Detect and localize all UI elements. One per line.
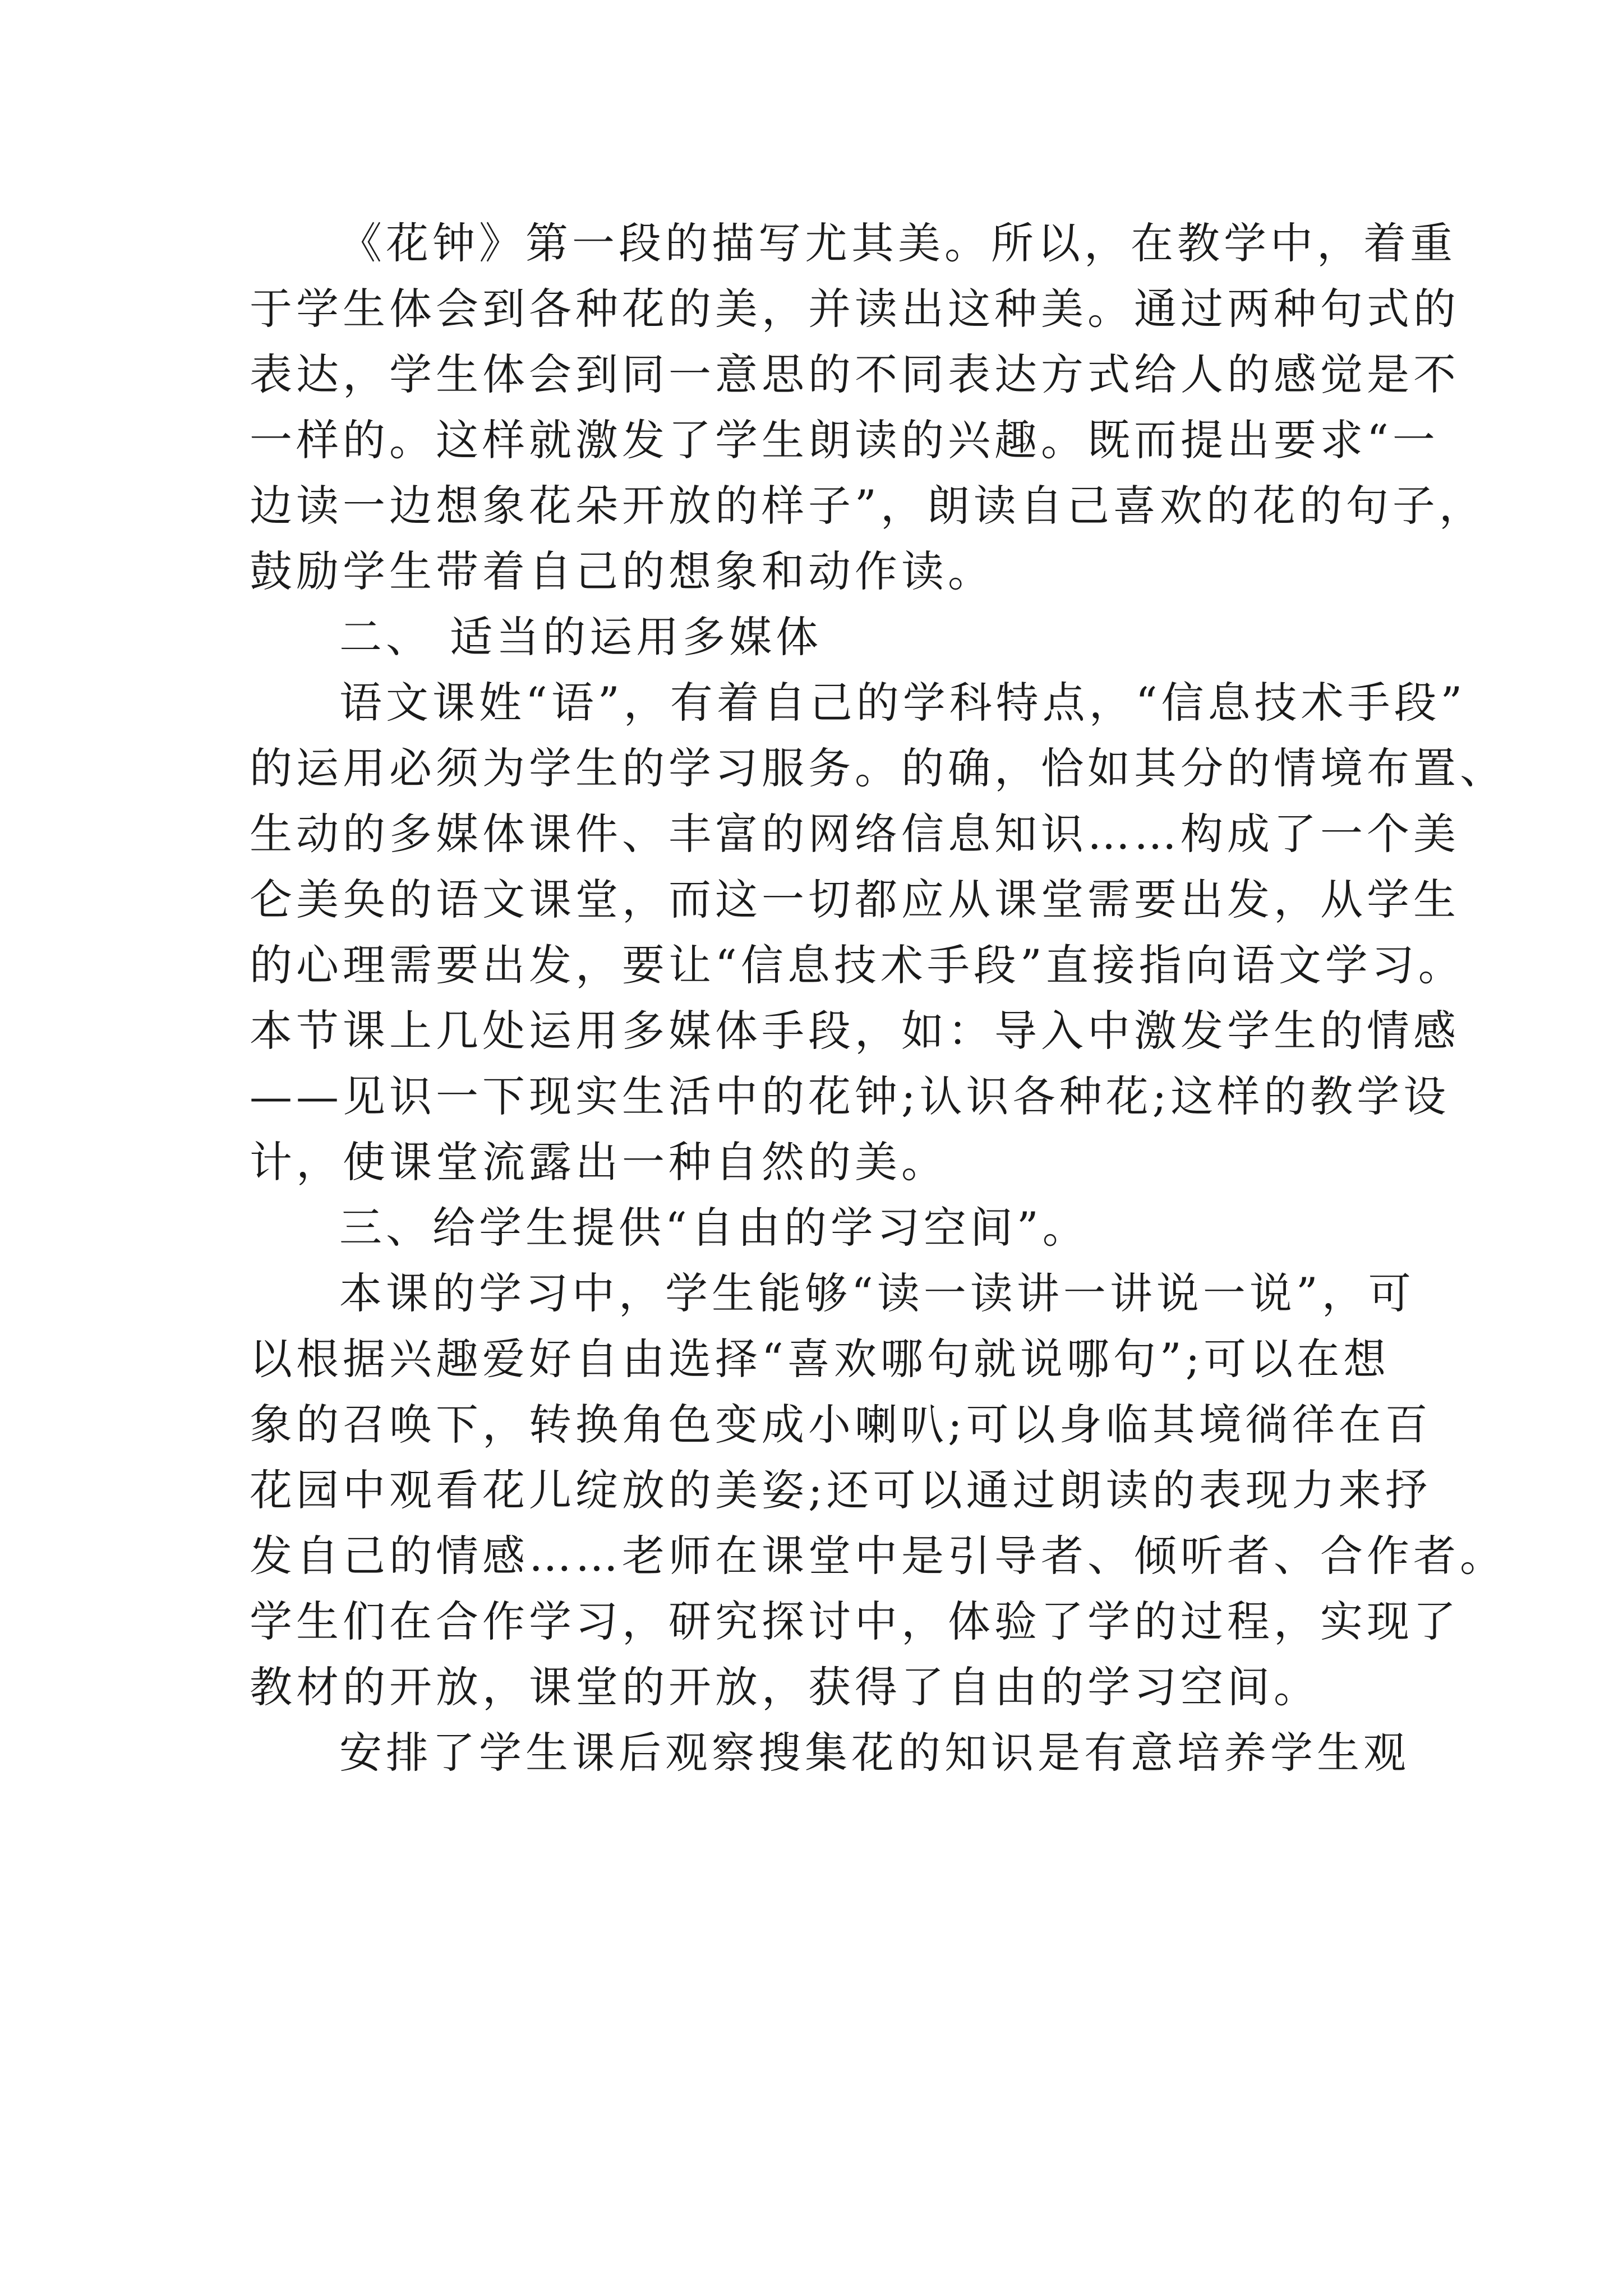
text-line: 鼓励学生带着自己的想象和动作读。: [250, 546, 994, 596]
text-line: 象的召唤下，转换角色变成小喇叭;可以身临其境徜徉在百: [250, 1400, 1432, 1450]
text-line: 仑美奂的语文课堂，而这一切都应从课堂需要出发，从学生: [250, 875, 1460, 924]
text-line: 学生们在合作学习，研究探讨中，体验了学的过程，实现了: [250, 1596, 1460, 1646]
document-body: [250, 210, 1506, 1786]
text-line: 花园中观看花儿绽放的美姿;还可以通过朗读的表现力来抒: [250, 1465, 1432, 1515]
text-line: 一样的。这样就激发了学生朗读的兴趣。既而提出要求“一: [250, 415, 1439, 465]
section-heading: 二、 适当的运用多媒体: [339, 612, 823, 662]
text-line: ——见识一下现实生活中的花钟;认识各种花;这样的教学设: [250, 1071, 1450, 1121]
text-line: 的心理需要出发，要让“信息技术手段”直接指向语文学习。: [250, 940, 1465, 990]
text-line: 以根据兴趣爱好自由选择“喜欢哪句就说哪句”;可以在想: [250, 1334, 1390, 1384]
text-line: 本节课上几处运用多媒体手段，如：导入中激发学生的情感: [250, 1006, 1460, 1056]
text-line: 发自己的情感……老师在课堂中是引导者、倾听者、合作者。: [250, 1531, 1506, 1581]
text-line: 边读一边想象花朵开放的样子”，朗读自己喜欢的花的句子，: [250, 481, 1486, 531]
section-heading: 三、给学生提供“自由的学习空间”。: [339, 1203, 1089, 1253]
text-line: 的运用必须为学生的学习服务。的确，恰如其分的情境布置、: [250, 743, 1506, 793]
text-line: 本课的学习中，学生能够“读一读讲一讲说一说”，可: [339, 1268, 1415, 1318]
text-line: 计，使课堂流露出一种自然的美。: [250, 1137, 948, 1187]
text-line: 《花钟》第一段的描写尤其美。所以，在教学中，着重: [339, 218, 1456, 268]
text-line: 生动的多媒体课件、丰富的网络信息知识……构成了一个美: [250, 809, 1460, 859]
text-line: 表达，学生体会到同一意思的不同表达方式给人的感觉是不: [250, 349, 1460, 399]
text-line: 教材的开放，课堂的开放，获得了自由的学习空间。: [250, 1662, 1320, 1712]
text-line: 安排了学生课后观察搜集花的知识是有意培养学生观: [339, 1728, 1410, 1778]
text-line: 于学生体会到各种花的美，并读出这种美。通过两种句式的: [250, 284, 1460, 334]
text-line: 语文课姓“语”，有着自己的学科特点，“信息技术手段”: [339, 678, 1467, 728]
